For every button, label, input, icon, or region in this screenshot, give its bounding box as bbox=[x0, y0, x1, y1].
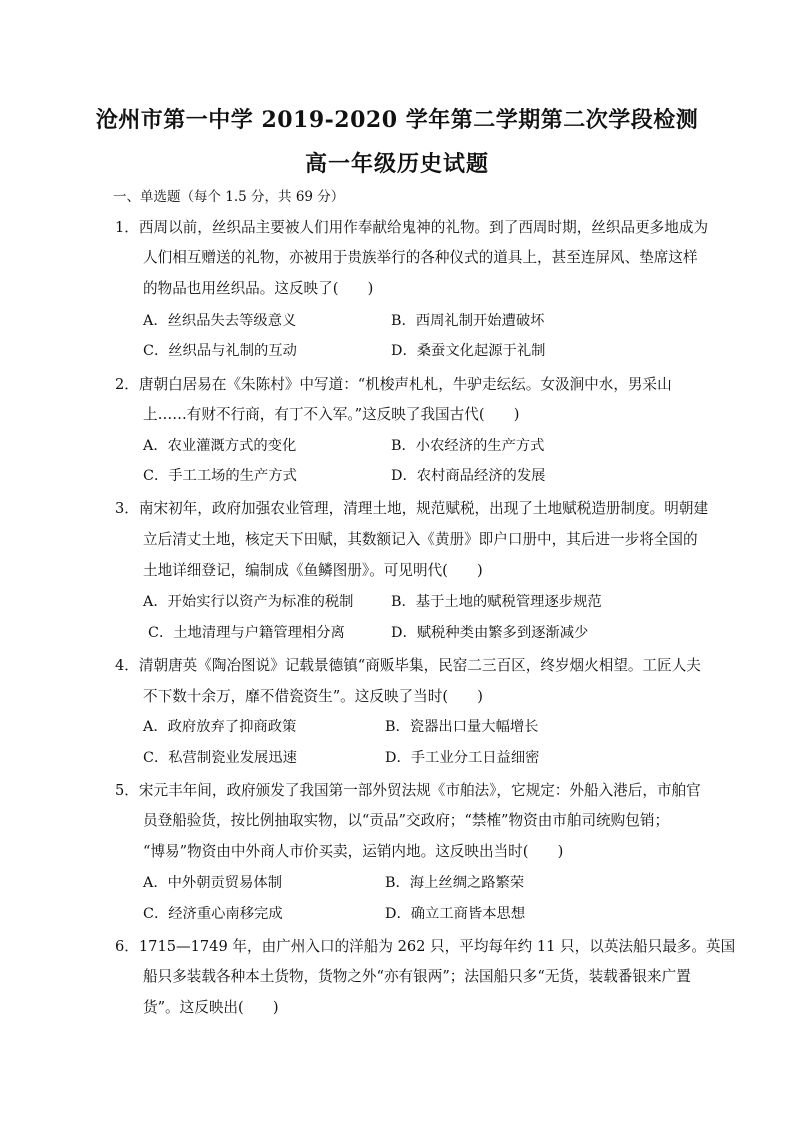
question-2-line-2: 上……有财不行商，有丁不入军。”这反映了我国古代( ) bbox=[143, 406, 520, 423]
question-2-option-a[interactable]: A．农业灌溉方式的变化 bbox=[143, 438, 297, 454]
exam-title: 沧州市第一中学 2019-2020 学年第二学期第二次学段检测 bbox=[95, 107, 699, 133]
question-2-option-d[interactable]: D．农村商品经济的发展 bbox=[391, 468, 546, 484]
question-5-line-3: “博易”物资由中外商人市价买卖，运销内地。这反映出当时( ) bbox=[143, 843, 564, 860]
question-3-option-b[interactable]: B．基于土地的赋税管理逐步规范 bbox=[391, 594, 602, 610]
exam-subtitle: 高一年级历史试题 bbox=[304, 151, 489, 177]
question-3-option-d[interactable]: D．赋税种类由繁多到逐渐减少 bbox=[391, 625, 589, 641]
question-4-option-a[interactable]: A．政府放弃了抑商政策 bbox=[143, 719, 297, 735]
question-5-line-1: 5．宋元丰年间，政府颁发了我国第一部外贸法规《市舶法》，它规定：外船入港后，市舶官 bbox=[115, 782, 701, 799]
question-2-option-b[interactable]: B．小农经济的生产方式 bbox=[391, 438, 545, 454]
question-4-option-b[interactable]: B．瓷器出口量大幅增长 bbox=[385, 719, 539, 735]
question-5-option-a[interactable]: A．中外朝贡贸易体制 bbox=[143, 875, 282, 891]
question-3-option-a[interactable]: A．开始实行以资产为标准的税制 bbox=[143, 594, 354, 610]
question-5-option-c[interactable]: C．经济重心南移完成 bbox=[143, 906, 283, 922]
question-5-option-d[interactable]: D．确立工商皆本思想 bbox=[385, 906, 526, 922]
section-heading: 一、单选题（每个 1.5 分，共 69 分） bbox=[113, 189, 345, 205]
question-1-line-2: 人们相互赠送的礼物，亦被用于贵族举行的各种仪式的道具上，甚至连屏风、垫席这样 bbox=[143, 249, 698, 266]
question-3-line-1: 3．南宋初年，政府加强农业管理，清理土地，规范赋税，出现了土地赋税造册制度。明朝建 bbox=[115, 500, 709, 517]
question-1-line-1: 1．西周以前，丝织品主要被人们用作奉献给鬼神的礼物。到了西周时期，丝织品更多地成为 bbox=[115, 219, 709, 236]
question-2-option-c[interactable]: C．手工工场的生产方式 bbox=[143, 468, 297, 484]
question-4-line-2: 不下数十余万，靡不借瓷资生”。这反映了当时( ) bbox=[143, 688, 483, 705]
question-1-option-b[interactable]: B．西周礼制开始遭破坏 bbox=[391, 313, 545, 329]
question-1-line-3: 的物品也用丝织品。这反映了( ) bbox=[143, 280, 374, 297]
question-6-line-1: 6．1715—1749 年，由广州入口的洋船为 262 只，平均每年约 11 只，以英法船只最多。英国 bbox=[115, 938, 736, 955]
question-4-option-c[interactable]: C．私营制瓷业发展迅速 bbox=[143, 750, 297, 766]
question-1-option-c[interactable]: C．丝织品与礼制的互动 bbox=[143, 343, 297, 359]
question-4-line-1: 4．清朝唐英《陶冶图说》记载景德镇“商贩毕集，民窑二三百区，终岁烟火相望。工匠人夫 bbox=[115, 657, 701, 674]
question-4-option-d[interactable]: D．手工业分工日益细密 bbox=[385, 750, 540, 766]
question-2-line-1: 2．唐朝白居易在《朱陈村》中写道：“机梭声札札，牛驴走纭纭。女汲涧中水，男采山 bbox=[115, 376, 672, 393]
question-6-line-3: 货”。这反映出( ) bbox=[143, 999, 279, 1016]
question-1-option-d[interactable]: D．桑蚕文化起源于礼制 bbox=[391, 343, 546, 359]
question-3-option-c[interactable]: C．土地清理与户籍管理相分离 bbox=[148, 625, 345, 641]
question-6-line-2: 船只多装载各种本土货物，货物之外“亦有银两”；法国船只多“无货，装载番银来广置 bbox=[143, 968, 691, 985]
question-3-line-2: 立后清丈土地，核定天下田赋，其数额记入《黄册》即户口册中，其后进一步将全国的 bbox=[143, 531, 698, 548]
question-3-line-3: 土地详细登记，编制成《鱼鳞图册》。可见明代( ) bbox=[143, 562, 483, 579]
question-5-line-2: 员登船验货，按比例抽取实物，以“贡品”交政府；“禁榷”物资由市舶司统购包销； bbox=[143, 812, 670, 829]
question-1-option-a[interactable]: A．丝织品失去等级意义 bbox=[143, 313, 297, 329]
question-5-option-b[interactable]: B．海上丝绸之路繁荣 bbox=[385, 875, 525, 891]
